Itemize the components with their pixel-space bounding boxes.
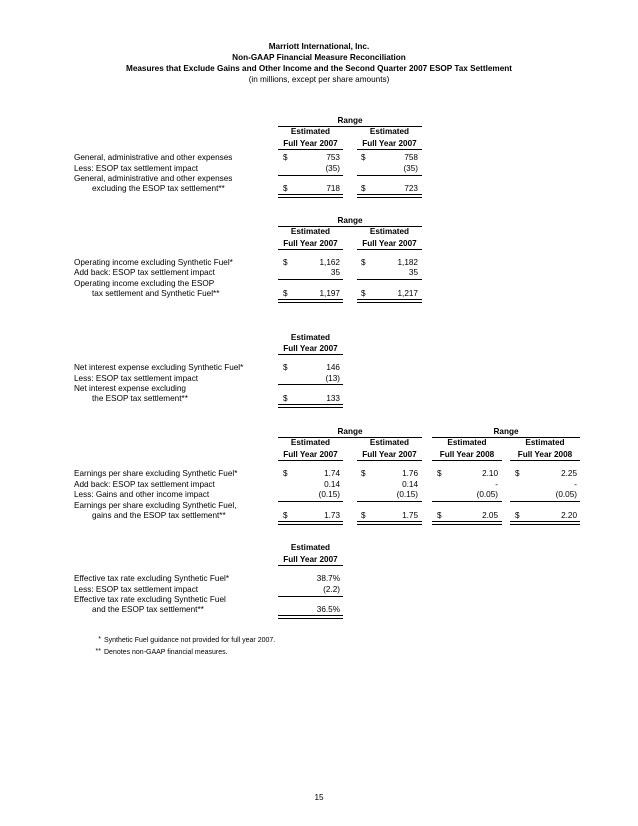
total-double-rule [510,521,580,525]
row-label: Add back: ESOP tax settlement impact [74,268,215,277]
row-label: Net interest expense excluding Synthetic Fuel* [74,363,244,372]
cell-value: 146 [326,363,340,372]
col-estimated: Estimated [290,438,331,447]
col-estimated: Estimated [290,333,331,342]
col-estimated: Estimated [290,543,331,552]
row-label: gains and the ESOP tax settlement** [92,511,226,520]
total-double-rule [278,194,343,198]
col-fy2007: Full Year 2007 [362,450,417,459]
header-rule [357,149,422,150]
cell-value: 0.14 [324,480,340,489]
report-subtitle: Measures that Exclude Gains and Other Income and the Second Quarter 2007 ESOP Tax Settlement [126,64,512,73]
cell-value: 1.73 [324,511,340,520]
sum-rule [278,279,343,280]
page-number: 15 [314,793,324,802]
row-label: Less: ESOP tax settlement impact [74,164,199,173]
row-label: Earnings per share excluding Synthetic Fuel* [74,469,238,478]
col-fy2007: Full Year 2007 [362,239,417,248]
cell-value: (35) [403,164,418,173]
cell-value: (0.05) [555,490,577,499]
cell-value: (35) [325,164,340,173]
cell-value: (0.15) [396,490,418,499]
col-estimated: Estimated [525,438,565,447]
cell-value: 723 [404,184,418,193]
cell-value: 133 [326,394,340,403]
footnote-mark: ** [95,648,101,655]
dollar-sign: $ [515,469,520,478]
range-header: Range [493,427,519,436]
row-label: Net interest expense excluding [74,384,186,393]
company-name: Marriott International, Inc. [268,42,370,51]
cell-value: - [495,480,498,489]
cell-value: 718 [326,184,340,193]
sum-rule [278,596,343,597]
total-double-rule [357,194,422,198]
dollar-sign: $ [283,363,288,372]
dollar-sign: $ [361,184,366,193]
col-fy2007: Full Year 2007 [362,139,417,148]
header-rule [357,249,422,250]
sum-rule [278,175,343,176]
col-fy2007: Full Year 2007 [283,139,338,148]
cell-value: (0.05) [476,490,498,499]
total-double-rule [278,299,343,303]
col-fy2007: Full Year 2007 [283,239,338,248]
row-label: and the ESOP tax settlement** [92,605,204,614]
dollar-sign: $ [361,469,366,478]
footnote-text: Synthetic Fuel guidance not provided for full year 2007. [104,637,276,644]
cell-value: (13) [325,374,340,383]
header-rule [278,149,343,150]
row-label: General, administrative and other expenses [74,174,233,183]
col-estimated: Estimated [369,438,410,447]
cell-value: 758 [404,153,418,162]
cell-value: 2.10 [482,469,498,478]
row-label: tax settlement and Synthetic Fuel** [92,289,220,298]
col-fy2008: Full Year 2008 [517,450,573,459]
dollar-sign: $ [283,394,288,403]
cell-value: (0.15) [318,490,340,499]
dollar-sign: $ [361,153,366,162]
cell-value: 36.5% [316,605,340,614]
dollar-sign: $ [283,289,288,298]
sum-rule [357,501,422,502]
header-rule [278,460,343,461]
header-rule [278,565,343,566]
header-rule [278,249,343,250]
cell-value: 1,162 [319,258,340,267]
col-estimated: Estimated [369,127,410,136]
cell-value: 35 [330,268,340,277]
range-header: Range [337,427,363,436]
sum-rule [510,501,580,502]
dollar-sign: $ [361,511,366,520]
row-label: excluding the ESOP tax settlement** [92,184,225,193]
dollar-sign: $ [283,469,288,478]
cell-value: 753 [326,153,340,162]
col-fy2007: Full Year 2007 [283,555,338,564]
cell-value: 2.05 [482,511,498,520]
total-double-rule [357,299,422,303]
sum-rule [278,501,343,502]
row-label: Operating income excluding the ESOP [74,279,215,288]
total-double-rule [357,521,422,525]
dollar-sign: $ [283,184,288,193]
units-note: (in millions, except per share amounts) [248,75,390,84]
sum-rule [357,279,422,280]
dollar-sign: $ [283,153,288,162]
total-double-rule [432,521,502,525]
cell-value: (2.2) [323,585,340,594]
row-label: Less: Gains and other income impact [74,490,210,499]
cell-value: 1,182 [397,258,418,267]
total-double-rule [278,404,343,408]
cell-value: - [574,480,577,489]
cell-value: 35 [408,268,418,277]
range-header: Range [337,216,363,225]
range-header: Range [337,116,363,125]
col-estimated: Estimated [447,438,487,447]
col-estimated: Estimated [369,227,410,236]
header-rule [357,460,422,461]
dollar-sign: $ [361,289,366,298]
report-title: Non-GAAP Financial Measure Reconciliation [232,53,406,62]
header-rule [432,460,502,461]
cell-value: 38.7% [316,574,340,583]
col-estimated: Estimated [290,227,331,236]
col-estimated: Estimated [290,127,331,136]
row-label: Operating income excluding Synthetic Fuel* [74,258,233,267]
dollar-sign: $ [283,258,288,267]
dollar-sign: $ [361,258,366,267]
row-label: Less: ESOP tax settlement impact [74,585,199,594]
dollar-sign: $ [515,511,520,520]
footnote-text: Denotes non-GAAP financial measures. [104,649,228,656]
col-fy2007: Full Year 2007 [283,450,338,459]
row-label: Less: ESOP tax settlement impact [74,374,199,383]
sum-rule [357,175,422,176]
header-rule [510,460,580,461]
dollar-sign: $ [283,511,288,520]
dollar-sign: $ [437,511,442,520]
row-label: the ESOP tax settlement** [92,394,188,403]
sum-rule [432,501,502,502]
dollar-sign: $ [437,469,442,478]
cell-value: 2.20 [561,511,577,520]
cell-value: 1,217 [397,289,418,298]
col-fy2008: Full Year 2008 [439,450,495,459]
header-rule [278,354,343,355]
row-label: General, administrative and other expenses [74,153,233,162]
row-label: Add back: ESOP tax settlement impact [74,480,215,489]
row-label: Effective tax rate excluding Synthetic Fuel* [74,574,230,583]
total-double-rule [278,615,343,619]
cell-value: 1.76 [402,469,418,478]
total-double-rule [278,521,343,525]
row-label: Earnings per share excluding Synthetic Fuel, [74,501,237,510]
cell-value: 2.25 [561,469,577,478]
cell-value: 1.74 [324,469,340,478]
sum-rule [278,384,343,385]
row-label: Effective tax rate excluding Synthetic Fuel [74,595,226,604]
col-fy2007: Full Year 2007 [283,344,338,353]
footnote-mark: * [98,636,101,643]
cell-value: 1.75 [402,511,418,520]
cell-value: 0.14 [402,480,418,489]
cell-value: 1,197 [319,289,340,298]
